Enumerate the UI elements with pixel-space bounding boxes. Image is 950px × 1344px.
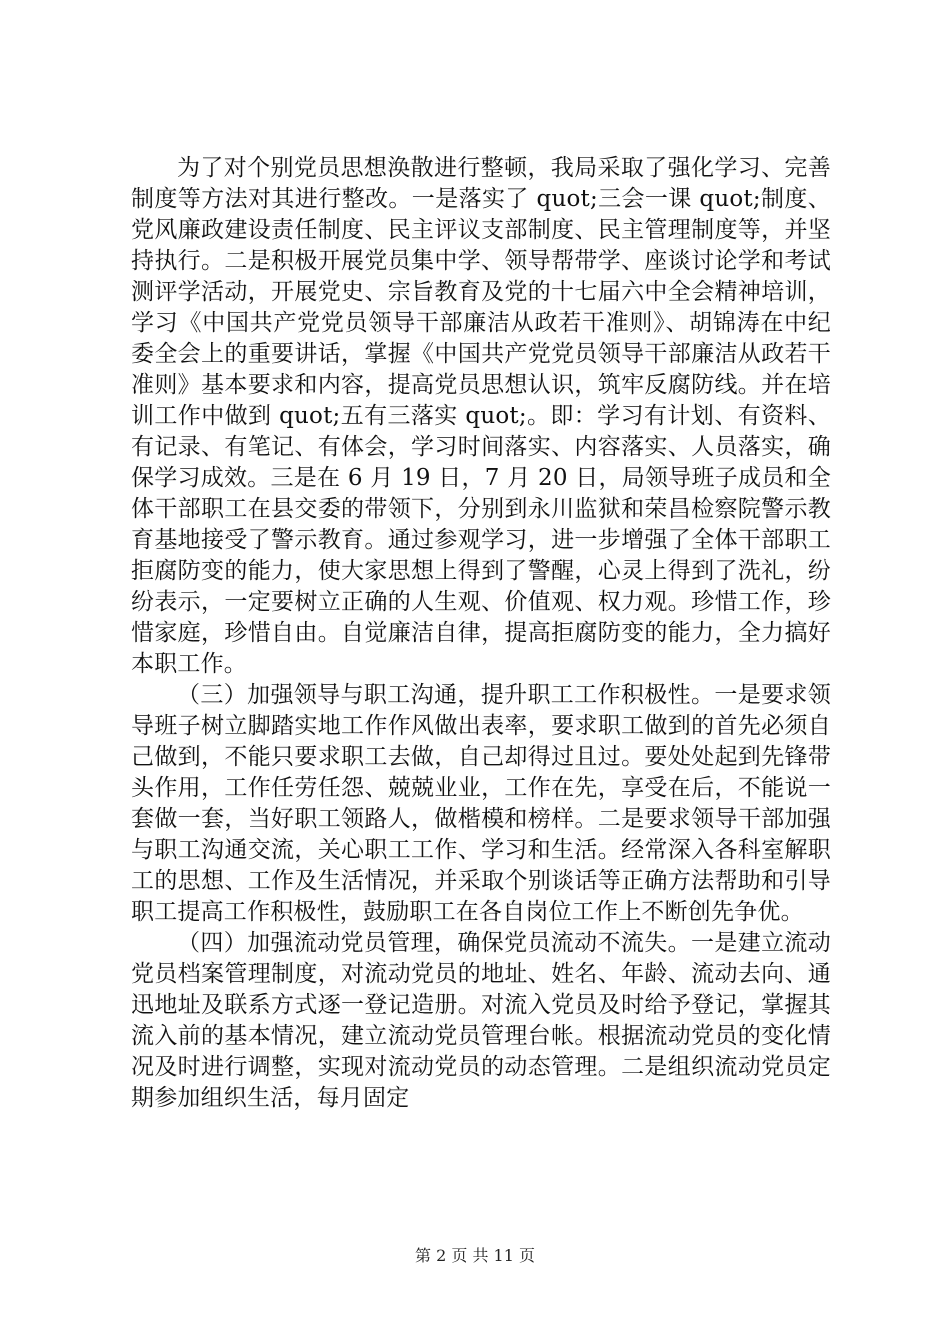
paragraph-leadership-communication: （三）加强领导与职工沟通，提升职工工作积极性。一是要求领导班子树立脚踏实地工作作风做出表率，要求职工做到的首先必须自己做到，不能只要求职工去做，自己却得过且过。要处处起到先锋带头作用，工作任劳任怨、兢兢业业，工作在先，享受在后，不能说一套做一套，当好职工领路人，做楷模和榜样。二是要求领导干部加强与职工沟通交流，关心职工工作、学习和生活。经常深入各科室解职工的思想、工作及生活情况，并采取个别谈话等正确方法帮助和引导职工提高工作积极性，鼓励职工在各自岗位工作上不断创先争优。 (131, 682, 831, 925)
page-number-footer: 第 2 页 共 11 页 (415, 1246, 535, 1265)
paragraph-mobile-member-management: （四）加强流动党员管理，确保党员流动不流失。一是建立流动党员档案管理制度，对流动党员的地址、姓名、年龄、流动去向、通迅地址及联系方式逐一登记造册。对流入党员及时给予登记，掌握其流入前的基本情况，建立流动党员管理台帐。根据流动党员的变化情况及时进行调整，实现对流动党员的动态管理。二是组织流动党员定期参加组织生活，每月固定 (131, 930, 831, 1111)
paragraph-study-rectification: 为了对个别党员思想涣散进行整顿，我局采取了强化学习、完善制度等方法对其进行整改。一是落实了 quot;三会一课 quot;制度、党风廉政建设责任制度、民主评议支部制度、民主管理制度等，并坚持执行。二是积极开展党员集中学、领导帮带学、座谈讨论学和考试测评学活动，开展党史、宗旨教育及党的十七届六中全会精神培训，学习《中国共产党党员领导干部廉洁从政若干准则》、胡锦涛在中纪委全会上的重要讲话，掌握《中国共产党党员领导干部廉洁从政若干准则》基本要求和内容，提高党员思想认识，筑牢反腐防线。并在培训工作中做到 quot;五有三落实 quot;。即：学习有计划、有资料、有记录、有笔记、有体会，学习时间落实、内容落实、人员落实，确保学习成效。三是在 6 月 19 日，7 月 20 日，局领导班子成员和全体干部职工在县交委的带领下，分别到永川监狱和荣昌检察院警示教育基地接受了警示教育。通过参观学习，进一步增强了全体干部职工拒腐防变的能力，使大家思想上得到了警醒，心灵上得到了洗礼，纷纷表示，一定要树立正确的人生观、价值观、权力观。珍惜工作，珍惜家庭，珍惜自由。自觉廉洁自律，提高拒腐防变的能力，全力搞好本职工作。 (131, 155, 831, 677)
document-body (131, 153, 831, 1114)
